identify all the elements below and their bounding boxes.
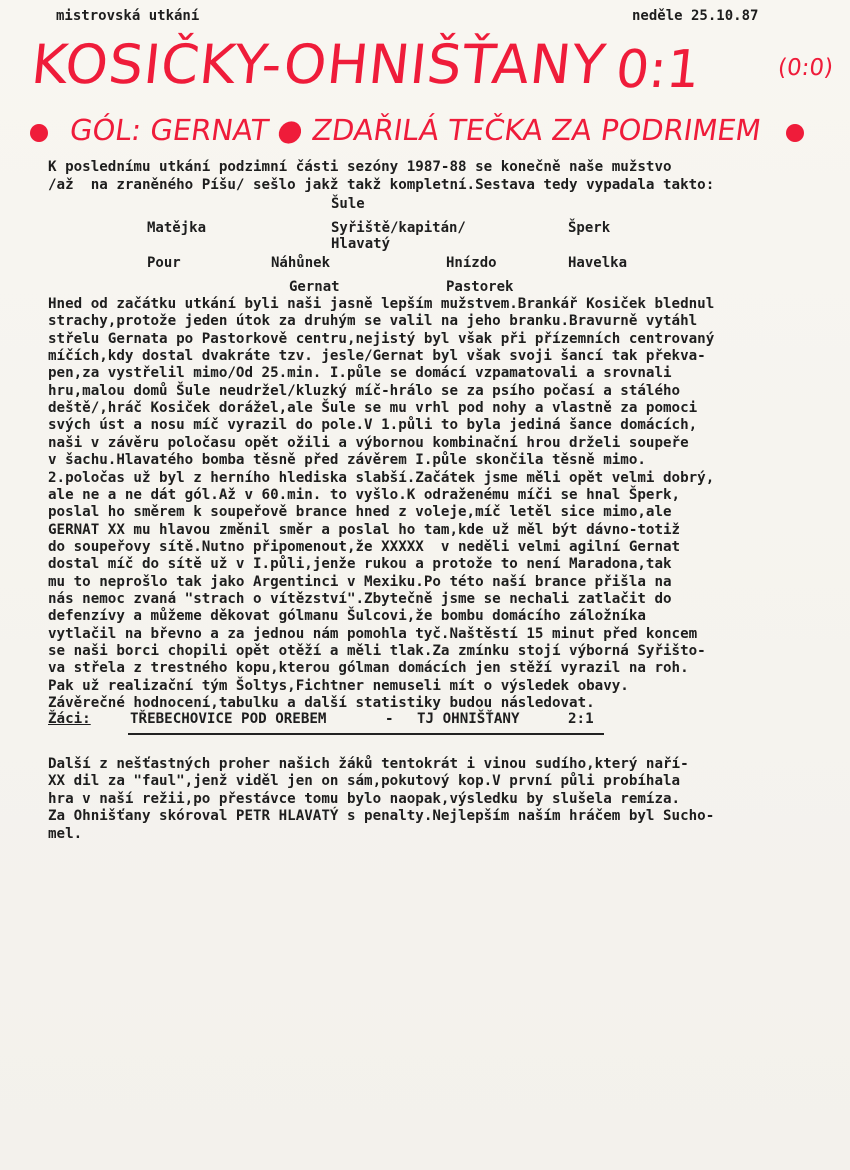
report-line: vytlačil na břevno a za jednou nám pomohla tyč.Naštěstí 15 minut před koncem [48, 625, 698, 642]
report-line: 2.poločas už byl z herního hlediska slabší.Začátek jsme měli opět velmi dobrý, [48, 469, 715, 486]
lineup-forward: Gernat [289, 279, 340, 295]
match-date: neděle 25.10.87 [632, 8, 759, 24]
youth-report-line: hra v naší režii,po přestávce tomu bylo naopak,výsledku by slušela remíza. [48, 790, 681, 807]
report-line: GERNAT XX mu hlavou změnil směr a poslal ho tam,kde už měl být dávno-totiž [48, 521, 681, 538]
report-line: nás nemoc zvaná "strach o vítězství".Zbytečně jsme se nechali zatlačit do [48, 590, 672, 607]
report-line: svých úst a nosu míč vyrazil do pole.V 1.půli to byla jediná šance domácích, [48, 417, 698, 434]
handwritten-goal-note: GÓL: GERNAT ● ZDAŘILÁ TEČKA ZA PODRIMEM [67, 113, 764, 147]
report-line: Závěrečné hodnocení,tabulku a další statistiky budou následovat. [48, 695, 595, 712]
youth-report-line: XX dil za "faul",jenž viděl jen on sám,pokutový kop.V první půli probíhala [48, 773, 681, 790]
report-line: do soupeřovy sítě.Nutno připomenout,že XXXXX v neděli velmi agilní Gernat [48, 538, 681, 555]
youth-underline [128, 733, 604, 735]
youth-report-line: mel. [48, 825, 83, 842]
red-bullet-dot [30, 124, 48, 142]
report-line: defenzívy a můžeme děkovat gólmanu Šulcovi,že bombu domácího záložníka [48, 608, 646, 625]
report-line: se naši borci chopili opět otěží a měli tlak.Za zmínku stojí výborná Syřišto- [48, 643, 706, 659]
report-line: Hned od začátku utkání byli naši jasně lepším mužstvem.Brankář Kosiček blednul [48, 296, 715, 312]
lineup-defender: Šperk [568, 220, 611, 236]
report-line: míčích,kdy dostal dvakráte tzv. jesle/Gernat byl však svoji šancí tak překva- [48, 348, 706, 365]
report-line: strachy,protože jeden útok za druhým se valil na jeho branku.Bravurně vytáhl [48, 313, 698, 330]
report-line: Pak už realizační tým Šoltys,Fichtner nemuseli mít o výsledek obavy. [48, 677, 629, 694]
lineup-defender: Syřiště/kapitán/ [331, 220, 466, 236]
lineup-midfielder: Havelka [568, 255, 628, 271]
youth-report-line: Za Ohnišťany skóroval PETR HLAVATÝ s penalty.Nejlepším naším hráčem byl Sucho- [48, 808, 715, 825]
report-line: va střela z trestného kopu,kterou gólman domácích jen stěží vyrazil na roh. [48, 660, 689, 677]
youth-section-label: Žáci: [48, 711, 91, 727]
report-line: poslal ho směrem k soupeřově brance hned z voleje,míč letěl sice mimo,ale [48, 504, 672, 521]
report-line: v šachu.Hlavatého bomba těsně před závěrem I.půle skončila těsně mimo. [48, 452, 646, 469]
competition-label: mistrovská utkání [56, 8, 200, 24]
red-bullet-dot [786, 124, 804, 142]
intro-line: /až na zraněného Píšu/ sešlo jakž takž kompletní.Sestava tedy vypadala takto: [48, 177, 715, 193]
lineup-midfielder: Hnízdo [446, 255, 497, 271]
lineup-midfielder: Pour [147, 255, 181, 271]
youth-report-line: Další z nešťastných proher našich žáků tentokrát i vinou sudího,který naří- [48, 756, 689, 772]
youth-away-team: TJ OHNIŠŤANY [417, 711, 520, 727]
report-line: naši v závěru poločasu opět ožili a výbornou kombinační hrou drželi soupeře [48, 434, 689, 451]
intro-line: K poslednímu utkání podzimní části sezóny 1987-88 se konečně naše mužstvo [48, 159, 672, 175]
handwritten-score: 0:1 [612, 40, 703, 100]
handwritten-title: KOSIČKY-OHNIŠŤANY [28, 33, 610, 96]
report-line: střelu Gernata po Pastorkově centru,nejistý byl však při přízemních centrovaný [48, 330, 715, 347]
youth-score: 2:1 [568, 711, 594, 727]
report-line: dostal míč do sítě už v I.půli,jenže rukou a protože to není Maradona,tak [48, 556, 672, 573]
report-line: deště/,hráč Kosiček dorážel,ale Šule se mu vrhl pod nohy a vlastně za pomoci [48, 400, 698, 417]
lineup-forward: Pastorek [446, 279, 514, 295]
report-line: pen,za vystřelil mimo/Od 25.min. I.půle se domácí vzpamatovali a srovnali [48, 365, 672, 382]
report-line: mu to neprošlo tak jako Argentinci v Mexiku.Po této naší brance přišla na [48, 573, 672, 590]
youth-home-team: TŘEBECHOVICE POD OREBEM [130, 711, 327, 727]
lineup-defender-extra: Hlavatý [331, 236, 391, 252]
report-line: ale ne a ne dát gól.Až v 60.min. to vyšlo.K odraženému míči se hnal Šperk, [48, 486, 681, 503]
youth-dash: - [385, 711, 394, 727]
lineup-midfielder: Náhůnek [271, 255, 331, 271]
handwritten-halftime: (0:0) [776, 55, 835, 81]
lineup-goalkeeper: Šule [331, 196, 365, 212]
report-line: hru,malou domů Šule neudržel/kluzký míč-hrálo se za psího počasí a stálého [48, 382, 681, 399]
lineup-defender: Matějka [147, 220, 207, 236]
